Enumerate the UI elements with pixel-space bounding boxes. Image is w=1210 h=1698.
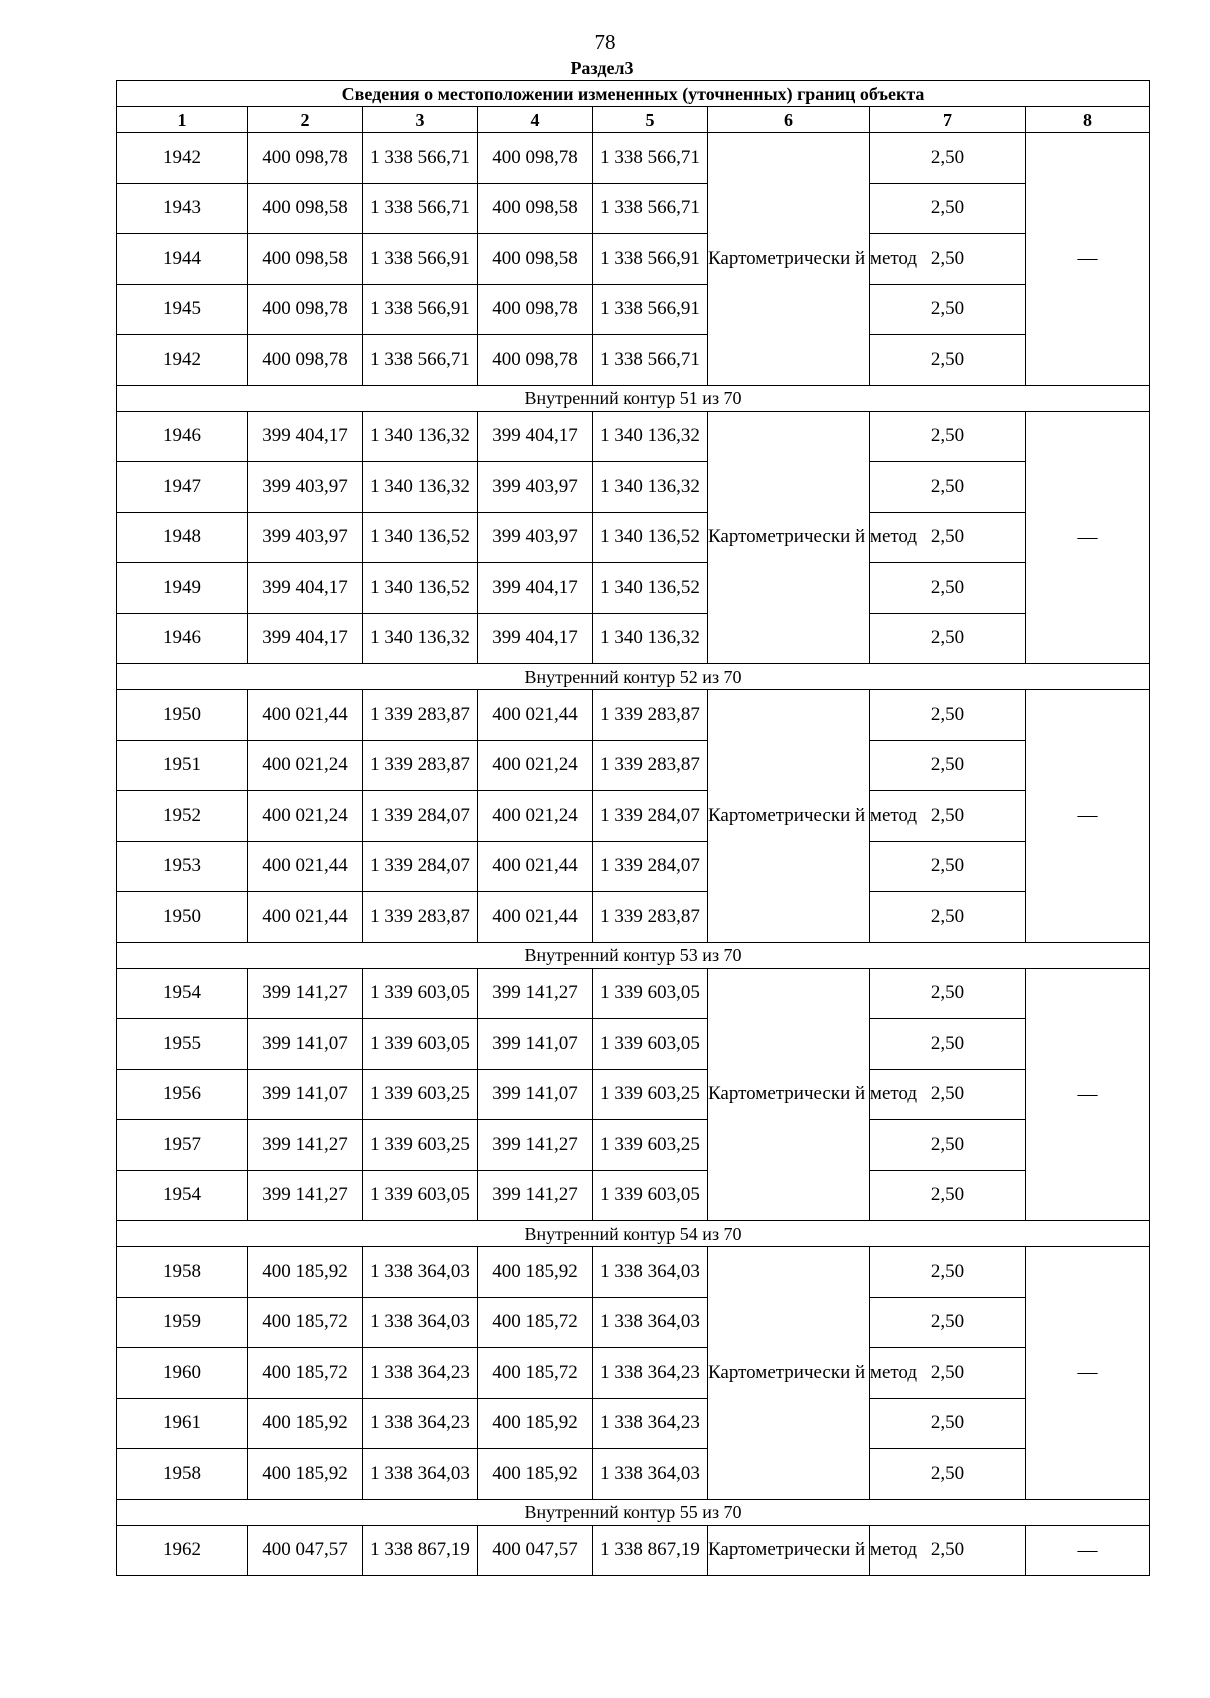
point-number-cell: 1944 bbox=[117, 234, 248, 285]
y-old-cell: 1 338 364,03 bbox=[363, 1449, 478, 1500]
y-old-cell: 1 339 284,07 bbox=[363, 841, 478, 892]
note-cell: — bbox=[1026, 411, 1150, 664]
note-cell: — bbox=[1026, 968, 1150, 1221]
accuracy-cell: 2,50 bbox=[870, 1398, 1026, 1449]
x-new-cell: 399 404,17 bbox=[478, 411, 593, 462]
note-cell: — bbox=[1026, 1247, 1150, 1500]
x-old-cell: 400 021,24 bbox=[248, 791, 363, 842]
point-number-cell: 1950 bbox=[117, 690, 248, 741]
contour-header-row bbox=[117, 942, 1150, 968]
x-new-cell: 400 185,92 bbox=[478, 1449, 593, 1500]
y-new-cell: 1 339 603,25 bbox=[593, 1120, 708, 1171]
y-old-cell: 1 338 566,71 bbox=[363, 133, 478, 184]
point-number-cell: 1958 bbox=[117, 1247, 248, 1298]
y-new-cell: 1 339 603,05 bbox=[593, 968, 708, 1019]
y-new-cell: 1 338 566,71 bbox=[593, 335, 708, 386]
x-old-cell: 399 141,07 bbox=[248, 1019, 363, 1070]
y-new-cell: 1 339 603,05 bbox=[593, 1170, 708, 1221]
y-old-cell: 1 338 364,03 bbox=[363, 1247, 478, 1298]
table-row bbox=[117, 613, 1150, 664]
x-new-cell: 400 098,58 bbox=[478, 234, 593, 285]
x-old-cell: 400 098,78 bbox=[248, 133, 363, 184]
x-old-cell: 400 185,92 bbox=[248, 1247, 363, 1298]
y-new-cell: 1 339 283,87 bbox=[593, 740, 708, 791]
table-row bbox=[117, 740, 1150, 791]
x-new-cell: 400 098,78 bbox=[478, 284, 593, 335]
point-number-cell: 1960 bbox=[117, 1348, 248, 1399]
x-old-cell: 399 141,27 bbox=[248, 1170, 363, 1221]
y-new-cell: 1 339 603,25 bbox=[593, 1069, 708, 1120]
table-row bbox=[117, 335, 1150, 386]
y-new-cell: 1 340 136,32 bbox=[593, 462, 708, 513]
page-number: 78 bbox=[594, 30, 616, 54]
accuracy-cell: 2,50 bbox=[870, 284, 1026, 335]
column-number-5: 5 bbox=[593, 107, 708, 133]
contour-header-row bbox=[117, 664, 1150, 690]
method-cell: Картометрически й метод bbox=[708, 133, 870, 386]
accuracy-cell: 2,50 bbox=[870, 690, 1026, 741]
table-row bbox=[117, 183, 1150, 234]
x-old-cell: 400 185,72 bbox=[248, 1297, 363, 1348]
contour-label: Внутренний контур 53 из 70 bbox=[117, 942, 1150, 968]
y-old-cell: 1 338 364,23 bbox=[363, 1398, 478, 1449]
x-old-cell: 400 021,44 bbox=[248, 841, 363, 892]
y-new-cell: 1 340 136,52 bbox=[593, 563, 708, 614]
y-old-cell: 1 339 283,87 bbox=[363, 740, 478, 791]
point-number-cell: 1959 bbox=[117, 1297, 248, 1348]
table-row bbox=[117, 133, 1150, 184]
x-new-cell: 400 021,44 bbox=[478, 690, 593, 741]
y-old-cell: 1 338 566,91 bbox=[363, 284, 478, 335]
table-row bbox=[117, 1449, 1150, 1500]
column-number-6: 6 bbox=[708, 107, 870, 133]
accuracy-cell: 2,50 bbox=[870, 613, 1026, 664]
column-number-8: 8 bbox=[1026, 107, 1150, 133]
point-number-cell: 1948 bbox=[117, 512, 248, 563]
y-old-cell: 1 339 283,87 bbox=[363, 892, 478, 943]
point-number-cell: 1953 bbox=[117, 841, 248, 892]
y-old-cell: 1 339 284,07 bbox=[363, 791, 478, 842]
contour-label: Внутренний контур 55 из 70 bbox=[117, 1499, 1150, 1525]
point-number-cell: 1961 bbox=[117, 1398, 248, 1449]
point-number-cell: 1949 bbox=[117, 563, 248, 614]
method-cell: Картометрически й метод bbox=[708, 968, 870, 1221]
x-new-cell: 400 021,44 bbox=[478, 841, 593, 892]
table-row bbox=[117, 1069, 1150, 1120]
accuracy-cell: 2,50 bbox=[870, 563, 1026, 614]
table-row bbox=[117, 892, 1150, 943]
x-new-cell: 400 185,92 bbox=[478, 1398, 593, 1449]
y-old-cell: 1 339 283,87 bbox=[363, 690, 478, 741]
y-new-cell: 1 338 566,71 bbox=[593, 183, 708, 234]
y-old-cell: 1 339 603,05 bbox=[363, 968, 478, 1019]
y-old-cell: 1 340 136,32 bbox=[363, 462, 478, 513]
point-number-cell: 1952 bbox=[117, 791, 248, 842]
y-old-cell: 1 339 603,25 bbox=[363, 1069, 478, 1120]
x-old-cell: 399 141,27 bbox=[248, 968, 363, 1019]
point-number-cell: 1957 bbox=[117, 1120, 248, 1171]
y-new-cell: 1 338 364,03 bbox=[593, 1449, 708, 1500]
x-new-cell: 399 141,27 bbox=[478, 968, 593, 1019]
accuracy-cell: 2,50 bbox=[870, 183, 1026, 234]
table-row bbox=[117, 1297, 1150, 1348]
point-number-cell: 1946 bbox=[117, 411, 248, 462]
y-old-cell: 1 340 136,52 bbox=[363, 512, 478, 563]
x-old-cell: 400 047,57 bbox=[248, 1525, 363, 1576]
x-old-cell: 399 404,17 bbox=[248, 563, 363, 614]
y-old-cell: 1 340 136,32 bbox=[363, 411, 478, 462]
y-new-cell: 1 340 136,32 bbox=[593, 613, 708, 664]
y-new-cell: 1 339 283,87 bbox=[593, 892, 708, 943]
accuracy-cell: 2,50 bbox=[870, 512, 1026, 563]
y-new-cell: 1 338 364,03 bbox=[593, 1247, 708, 1298]
x-new-cell: 400 185,72 bbox=[478, 1297, 593, 1348]
contour-header-row bbox=[117, 1499, 1150, 1525]
x-new-cell: 399 141,07 bbox=[478, 1019, 593, 1070]
table-row bbox=[117, 462, 1150, 513]
accuracy-cell: 2,50 bbox=[870, 1348, 1026, 1399]
x-new-cell: 400 021,44 bbox=[478, 892, 593, 943]
x-old-cell: 399 404,17 bbox=[248, 411, 363, 462]
y-old-cell: 1 338 566,91 bbox=[363, 234, 478, 285]
contour-label: Внутренний контур 52 из 70 bbox=[117, 664, 1150, 690]
table-row bbox=[117, 563, 1150, 614]
y-old-cell: 1 338 364,23 bbox=[363, 1348, 478, 1399]
point-number-cell: 1955 bbox=[117, 1019, 248, 1070]
column-number-7: 7 bbox=[870, 107, 1026, 133]
table-row bbox=[117, 284, 1150, 335]
x-old-cell: 400 098,58 bbox=[248, 234, 363, 285]
x-old-cell: 399 403,97 bbox=[248, 512, 363, 563]
x-old-cell: 399 404,17 bbox=[248, 613, 363, 664]
x-new-cell: 400 021,24 bbox=[478, 791, 593, 842]
x-old-cell: 400 185,72 bbox=[248, 1348, 363, 1399]
y-old-cell: 1 338 867,19 bbox=[363, 1525, 478, 1576]
note-cell: — bbox=[1026, 1525, 1150, 1576]
point-number-cell: 1956 bbox=[117, 1069, 248, 1120]
x-old-cell: 400 021,24 bbox=[248, 740, 363, 791]
accuracy-cell: 2,50 bbox=[870, 1449, 1026, 1500]
table-row bbox=[117, 234, 1150, 285]
accuracy-cell: 2,50 bbox=[870, 740, 1026, 791]
y-new-cell: 1 338 566,91 bbox=[593, 284, 708, 335]
table-row bbox=[117, 791, 1150, 842]
table-row bbox=[117, 1525, 1150, 1576]
y-old-cell: 1 339 603,05 bbox=[363, 1019, 478, 1070]
point-number-cell: 1954 bbox=[117, 1170, 248, 1221]
x-new-cell: 400 185,92 bbox=[478, 1247, 593, 1298]
x-old-cell: 400 098,58 bbox=[248, 183, 363, 234]
table-row bbox=[117, 1019, 1150, 1070]
point-number-cell: 1942 bbox=[117, 335, 248, 386]
x-old-cell: 400 098,78 bbox=[248, 335, 363, 386]
method-cell: Картометрически й метод bbox=[708, 1525, 870, 1576]
y-new-cell: 1 339 283,87 bbox=[593, 690, 708, 741]
x-new-cell: 399 403,97 bbox=[478, 512, 593, 563]
column-number-row bbox=[117, 107, 1150, 133]
method-cell: Картометрически й метод bbox=[708, 1247, 870, 1500]
boundary-coordinates-table bbox=[116, 80, 1150, 1576]
method-cell: Картометрически й метод bbox=[708, 690, 870, 943]
x-new-cell: 399 141,27 bbox=[478, 1170, 593, 1221]
y-new-cell: 1 338 364,03 bbox=[593, 1297, 708, 1348]
accuracy-cell: 2,50 bbox=[870, 1297, 1026, 1348]
y-old-cell: 1 338 364,03 bbox=[363, 1297, 478, 1348]
accuracy-cell: 2,50 bbox=[870, 234, 1026, 285]
x-old-cell: 400 185,92 bbox=[248, 1398, 363, 1449]
accuracy-cell: 2,50 bbox=[870, 1170, 1026, 1221]
point-number-cell: 1950 bbox=[117, 892, 248, 943]
y-new-cell: 1 338 566,91 bbox=[593, 234, 708, 285]
x-new-cell: 400 021,24 bbox=[478, 740, 593, 791]
accuracy-cell: 2,50 bbox=[870, 968, 1026, 1019]
point-number-cell: 1951 bbox=[117, 740, 248, 791]
table-row bbox=[117, 1398, 1150, 1449]
table-row bbox=[117, 690, 1150, 741]
table-caption: Сведения о местоположении измененных (уточненных) границ объекта bbox=[117, 81, 1150, 107]
y-new-cell: 1 340 136,32 bbox=[593, 411, 708, 462]
point-number-cell: 1947 bbox=[117, 462, 248, 513]
x-new-cell: 400 185,72 bbox=[478, 1348, 593, 1399]
y-new-cell: 1 338 867,19 bbox=[593, 1525, 708, 1576]
point-number-cell: 1943 bbox=[117, 183, 248, 234]
x-new-cell: 399 404,17 bbox=[478, 563, 593, 614]
note-cell: — bbox=[1026, 133, 1150, 386]
table-body bbox=[117, 133, 1150, 1576]
y-new-cell: 1 338 566,71 bbox=[593, 133, 708, 184]
table-row bbox=[117, 1170, 1150, 1221]
x-new-cell: 399 141,07 bbox=[478, 1069, 593, 1120]
accuracy-cell: 2,50 bbox=[870, 462, 1026, 513]
x-new-cell: 399 403,97 bbox=[478, 462, 593, 513]
accuracy-cell: 2,50 bbox=[870, 335, 1026, 386]
accuracy-cell: 2,50 bbox=[870, 1069, 1026, 1120]
x-old-cell: 399 141,07 bbox=[248, 1069, 363, 1120]
contour-label: Внутренний контур 51 из 70 bbox=[117, 385, 1150, 411]
x-new-cell: 400 047,57 bbox=[478, 1525, 593, 1576]
y-new-cell: 1 338 364,23 bbox=[593, 1398, 708, 1449]
contour-header-row bbox=[117, 385, 1150, 411]
table-row bbox=[117, 1348, 1150, 1399]
accuracy-cell: 2,50 bbox=[870, 841, 1026, 892]
contour-header-row bbox=[117, 1221, 1150, 1247]
y-old-cell: 1 339 603,05 bbox=[363, 1170, 478, 1221]
x-old-cell: 400 021,44 bbox=[248, 690, 363, 741]
y-new-cell: 1 339 284,07 bbox=[593, 841, 708, 892]
y-new-cell: 1 338 364,23 bbox=[593, 1348, 708, 1399]
x-new-cell: 400 098,58 bbox=[478, 183, 593, 234]
column-number-2: 2 bbox=[248, 107, 363, 133]
table-row bbox=[117, 411, 1150, 462]
y-old-cell: 1 338 566,71 bbox=[363, 335, 478, 386]
accuracy-cell: 2,50 bbox=[870, 1525, 1026, 1576]
y-new-cell: 1 340 136,52 bbox=[593, 512, 708, 563]
point-number-cell: 1962 bbox=[117, 1525, 248, 1576]
column-number-1: 1 bbox=[117, 107, 248, 133]
point-number-cell: 1954 bbox=[117, 968, 248, 1019]
x-new-cell: 400 098,78 bbox=[478, 133, 593, 184]
table-row bbox=[117, 512, 1150, 563]
column-number-4: 4 bbox=[478, 107, 593, 133]
method-cell: Картометрически й метод bbox=[708, 411, 870, 664]
section-title: Раздел3 bbox=[570, 58, 634, 78]
y-new-cell: 1 339 284,07 bbox=[593, 791, 708, 842]
point-number-cell: 1958 bbox=[117, 1449, 248, 1500]
y-old-cell: 1 338 566,71 bbox=[363, 183, 478, 234]
y-old-cell: 1 340 136,52 bbox=[363, 563, 478, 614]
accuracy-cell: 2,50 bbox=[870, 1247, 1026, 1298]
table-row bbox=[117, 968, 1150, 1019]
x-new-cell: 399 404,17 bbox=[478, 613, 593, 664]
x-new-cell: 399 141,27 bbox=[478, 1120, 593, 1171]
point-number-cell: 1946 bbox=[117, 613, 248, 664]
accuracy-cell: 2,50 bbox=[870, 791, 1026, 842]
accuracy-cell: 2,50 bbox=[870, 133, 1026, 184]
table-row bbox=[117, 1120, 1150, 1171]
accuracy-cell: 2,50 bbox=[870, 892, 1026, 943]
table-row bbox=[117, 841, 1150, 892]
x-new-cell: 400 098,78 bbox=[478, 335, 593, 386]
note-cell: — bbox=[1026, 690, 1150, 943]
point-number-cell: 1942 bbox=[117, 133, 248, 184]
point-number-cell: 1945 bbox=[117, 284, 248, 335]
x-old-cell: 399 141,27 bbox=[248, 1120, 363, 1171]
accuracy-cell: 2,50 bbox=[870, 1120, 1026, 1171]
x-old-cell: 400 185,92 bbox=[248, 1449, 363, 1500]
column-number-3: 3 bbox=[363, 107, 478, 133]
y-old-cell: 1 340 136,32 bbox=[363, 613, 478, 664]
table-row bbox=[117, 1247, 1150, 1298]
y-new-cell: 1 339 603,05 bbox=[593, 1019, 708, 1070]
contour-label: Внутренний контур 54 из 70 bbox=[117, 1221, 1150, 1247]
x-old-cell: 400 098,78 bbox=[248, 284, 363, 335]
x-old-cell: 400 021,44 bbox=[248, 892, 363, 943]
x-old-cell: 399 403,97 bbox=[248, 462, 363, 513]
accuracy-cell: 2,50 bbox=[870, 1019, 1026, 1070]
accuracy-cell: 2,50 bbox=[870, 411, 1026, 462]
y-old-cell: 1 339 603,25 bbox=[363, 1120, 478, 1171]
